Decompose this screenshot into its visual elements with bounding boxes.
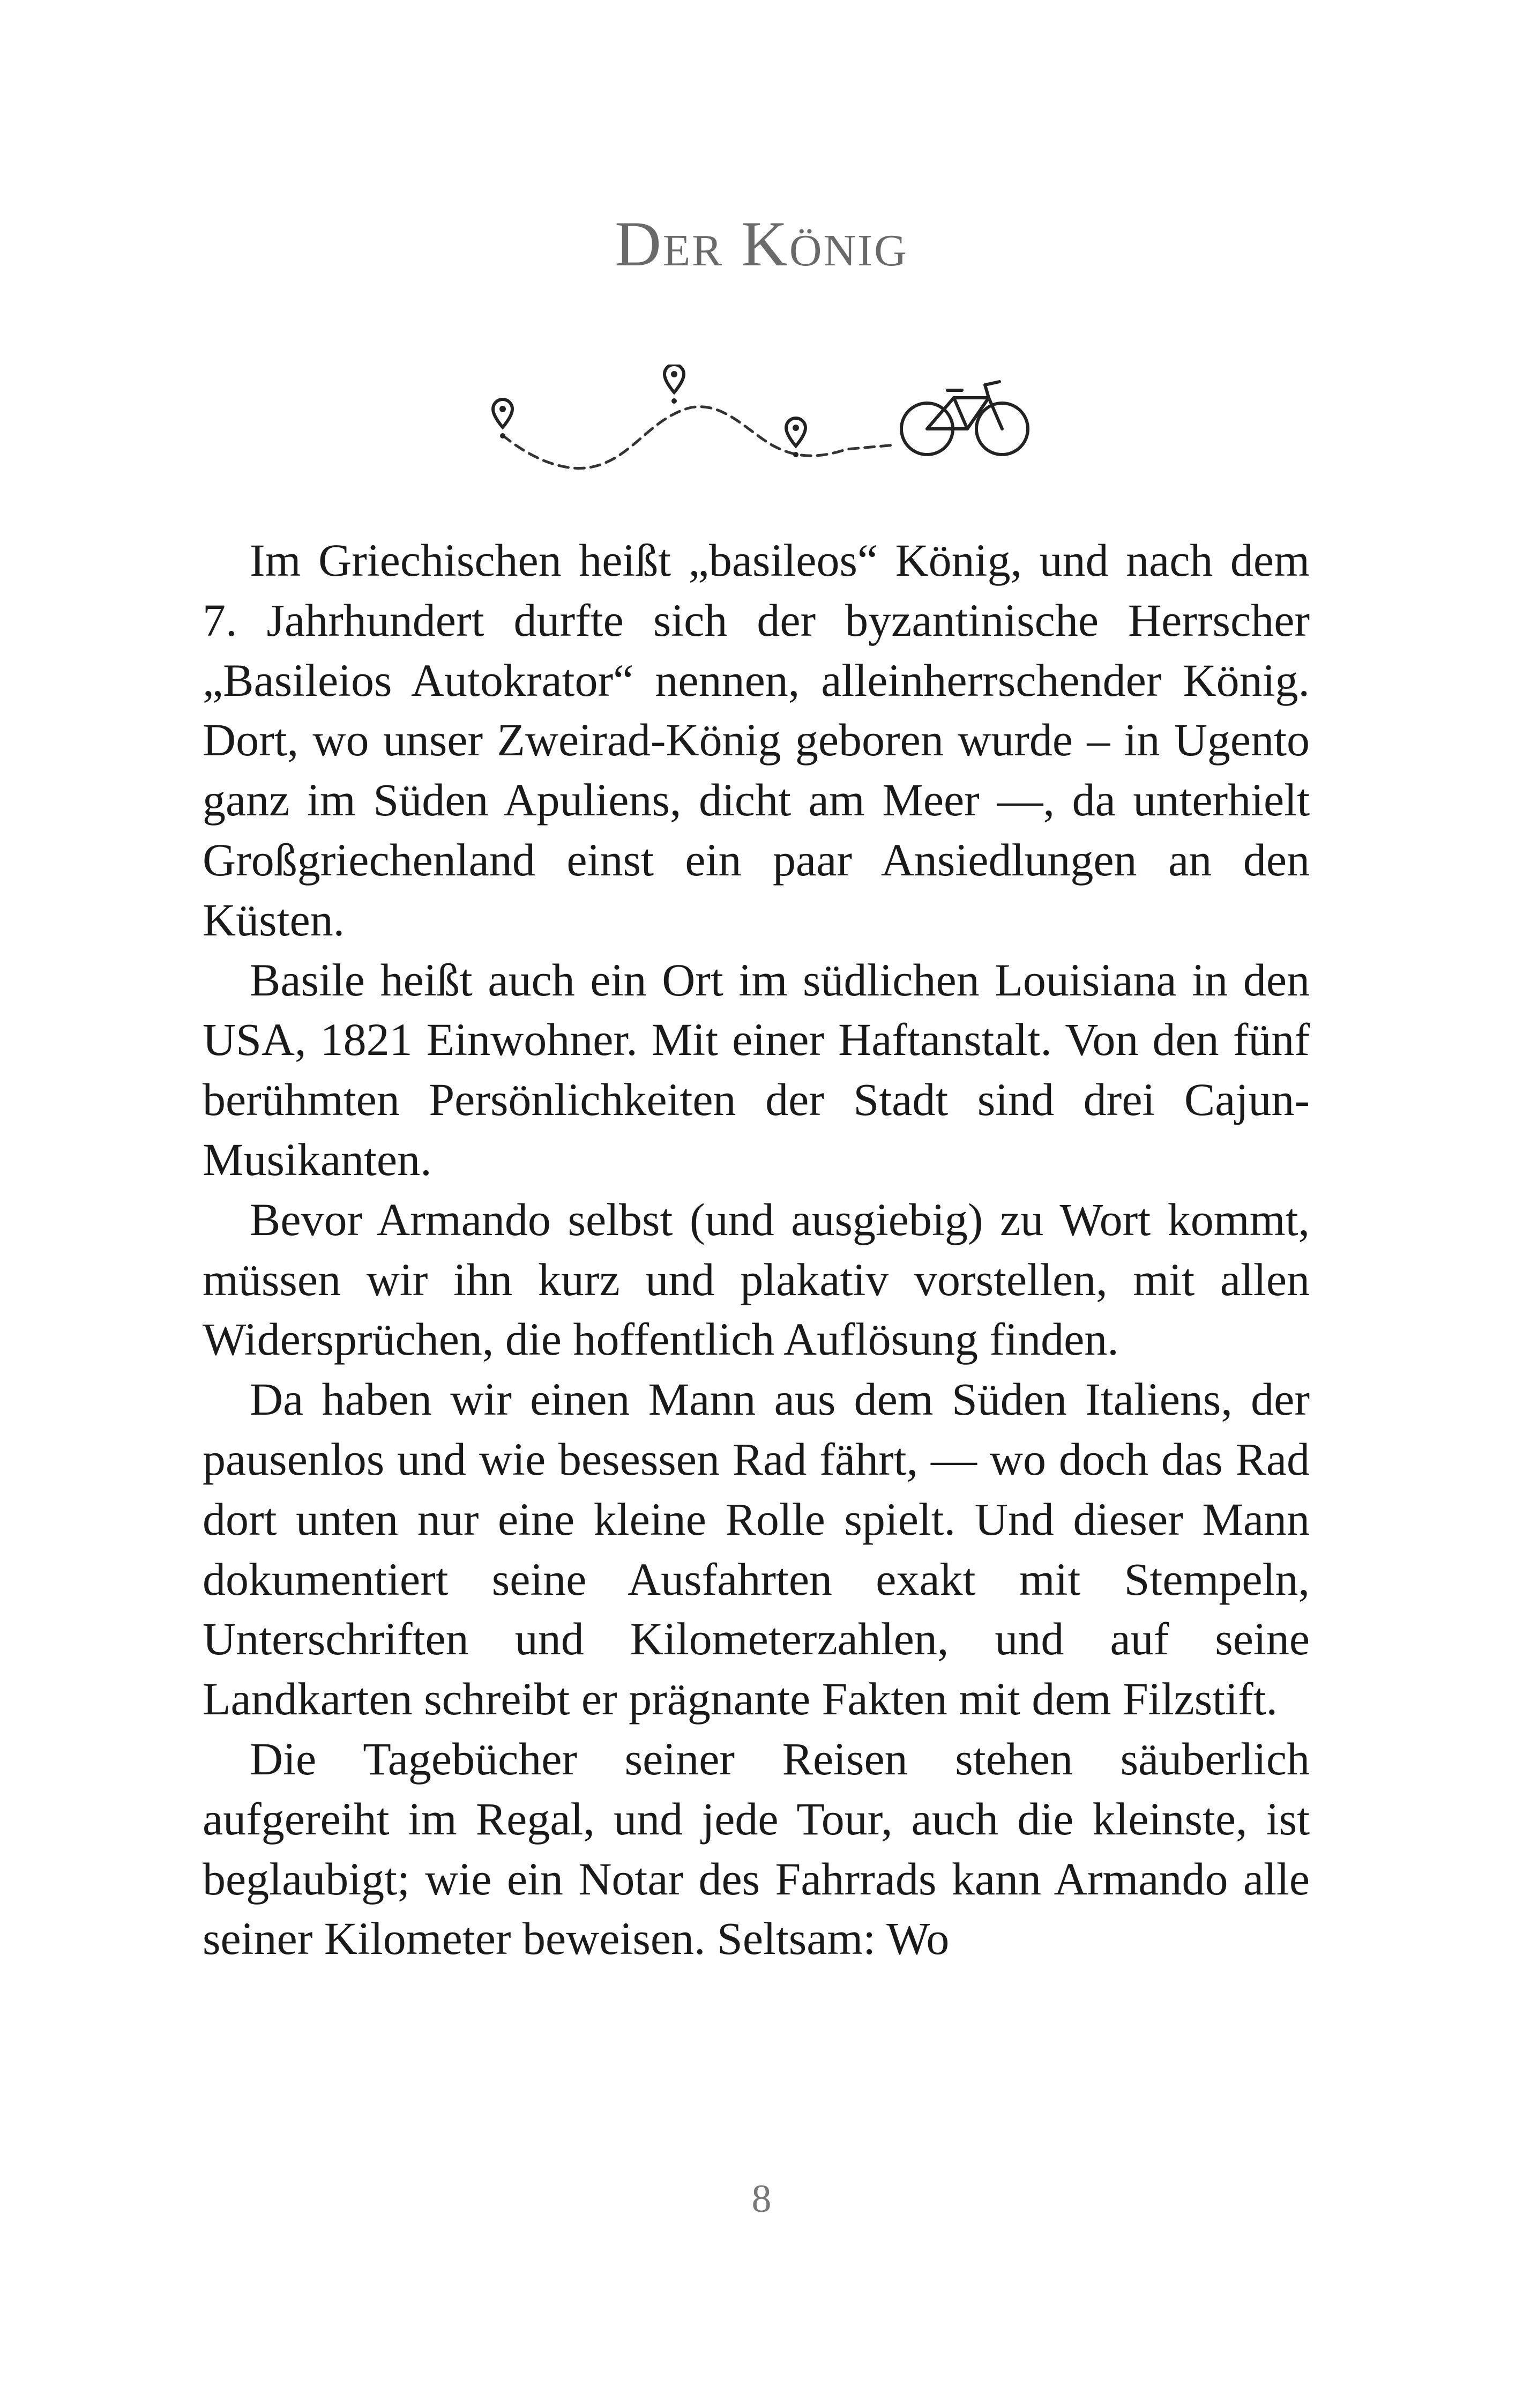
map-pin-icon [493, 399, 512, 439]
body-text [203, 531, 1310, 1969]
map-pin-icon [665, 365, 684, 404]
paragraph: Da haben wir einen Mann aus dem Süden Italiens, der pausenlos und wie besessen Rad fährt, — wo doch das Rad dort unten nur eine kleine Rolle spielt. Und dieser Mann dokumentiert seine Ausfahrten exakt mit Stempeln, Unterschriften und Kilometerzahlen, und auf seine Landkarten schreibt er prägnante Fakten mit dem Filzstift. [203, 1373, 1310, 1725]
page-number: 8 [751, 2177, 772, 2221]
paragraph: Im Griechischen heißt „basileos“ König, und nach dem 7. Jahrhundert durfte sich der byzantinische Herrscher „Basileios Autokrator“ nennen, alleinherrschender König. Dort, wo unser Zweirad-König geboren wurde – in Ugento ganz im Süden Apuliens, dicht am Meer —, da unterhielt Großgriechenland einst ein paar Ansiedlungen an den Küsten. [203, 534, 1310, 946]
dashed-route-line [503, 407, 895, 469]
paragraph: Die Tagebücher seiner Reisen stehen säuberlich aufgereiht im Regal, und jede Tour, auch die kleinste, ist beglaubigt; wie ein Notar des Fahrrads kann Armando alle seiner Kilometer beweisen. Seltsam: Wo [203, 1733, 1310, 1965]
bicycle-icon [901, 382, 1028, 455]
paragraph: Bevor Armando selbst (und ausgiebig) zu Wort kommt, müssen wir ihn kurz und plakativ vorstellen, mit allen Widersprüchen, die hoffentlich Auflösung finden. [203, 1193, 1310, 1365]
paragraph: Basile heißt auch ein Ort im südlichen Louisiana in den USA, 1821 Einwohner. Mit einer Haftanstalt. Von den fünf berühmten Persönlichkeiten der Stadt sind drei Cajun-Musikanten. [203, 954, 1310, 1185]
chapter-title: Der König [615, 208, 908, 279]
route-ornament [472, 365, 1040, 488]
